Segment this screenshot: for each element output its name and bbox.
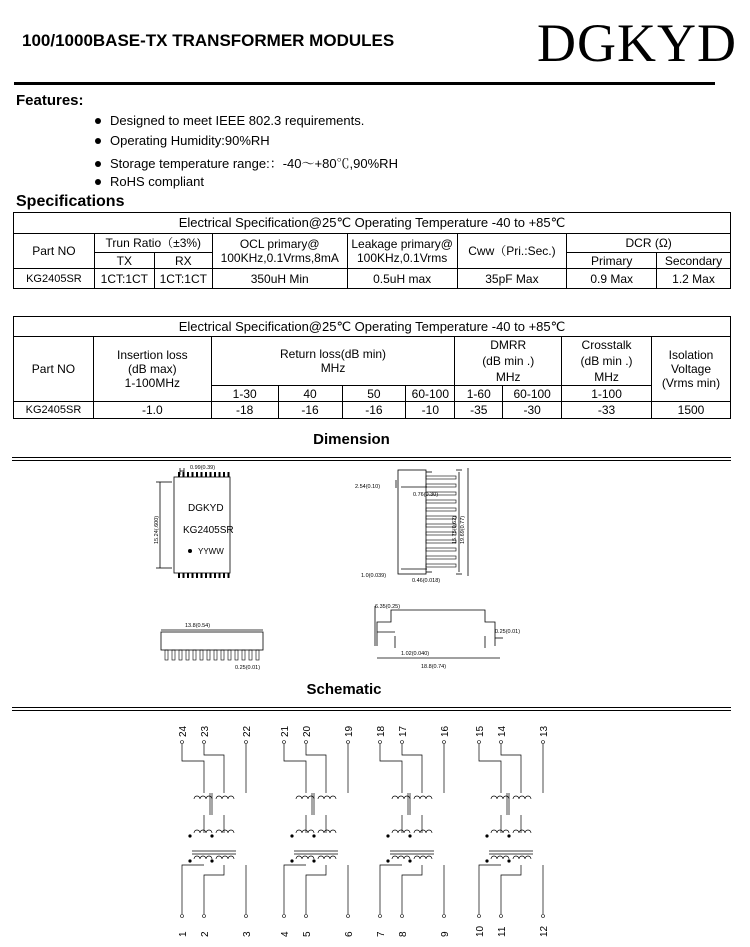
pin [426, 500, 456, 503]
col-rx: RX [154, 253, 212, 269]
pin-number-top: 23 [200, 725, 211, 737]
col-secondary: Secondary [657, 253, 731, 269]
dmrr-band: 1-60 [455, 386, 503, 402]
rl-band: 50 [342, 386, 406, 402]
pin-number-bottom: 8 [398, 931, 409, 937]
pin-number-bottom: 2 [200, 931, 211, 937]
pin-number-bottom: 5 [302, 931, 313, 937]
schematic-channel [178, 725, 253, 937]
pin [187, 573, 189, 578]
dim-e-label: 1.0(0.039) [361, 573, 387, 579]
pin [205, 573, 207, 578]
width-label: 13.8(0.54) [185, 623, 211, 629]
pin-number-top: 17 [398, 725, 409, 737]
pin-number-top: 14 [497, 725, 508, 737]
pin-number-bottom: 1 [178, 931, 189, 937]
pin-number-bottom: 11 [497, 926, 508, 937]
schematic-heading: Schematic [306, 681, 382, 698]
feature-item: Designed to meet IEEE 802.3 requirements. [95, 113, 364, 128]
pin [192, 573, 194, 578]
pin [178, 573, 180, 578]
rl-band: 1-30 [211, 386, 278, 402]
pin [193, 650, 196, 660]
pin-number-top: 15 [475, 725, 486, 737]
col-part-no: Part NO [14, 337, 94, 402]
pin [235, 650, 238, 660]
col-tx: TX [94, 253, 154, 269]
pin [242, 650, 245, 660]
rl-band: 60-100 [406, 386, 455, 402]
dim-c-label: 15.75(0.62) [452, 515, 458, 544]
col-part-no: Part NO [14, 234, 95, 269]
dimension-heading: Dimension [313, 431, 390, 448]
pin [201, 573, 203, 578]
feature-item: Storage temperature range:：-40～+80℃,90%RH [95, 153, 398, 172]
dmrr-band: 60-100 [503, 386, 562, 402]
dim-f-label: 0.46(0.018) [412, 578, 441, 584]
feature-item: RoHS compliant [95, 174, 204, 189]
bullet-icon [95, 138, 101, 144]
table-row: KG2405SR 1CT:1CT 1CT:1CT 350uH Min 0.5uH max 35pF Max 0.9 Max 1.2 Max [14, 269, 731, 289]
features-heading: Features: [16, 92, 84, 109]
pin-number-bottom: 12 [539, 925, 550, 937]
pin-number-bottom: 3 [242, 931, 253, 937]
end-d-label: 18.8(0.74) [421, 664, 447, 670]
pin [210, 472, 212, 477]
pin-number-bottom: 9 [440, 931, 451, 937]
pin [210, 573, 212, 578]
col-ocl: OCL primary@ 100KHz,0.1Vrms,8mA [212, 234, 347, 269]
spec-table-1 [13, 212, 731, 289]
pin-number-top: 19 [344, 725, 355, 737]
dim-a-label: 2.54(0.10) [355, 484, 381, 490]
col-cww: Cww（Pri.:Sec.) [457, 234, 567, 269]
pin [256, 650, 259, 660]
col-turns-ratio: Trun Ratio（±3%) [94, 234, 212, 253]
top-view-drawing [150, 462, 250, 587]
pin [219, 573, 221, 578]
pin [426, 508, 456, 511]
mark-part: KG2405SR [183, 525, 234, 536]
pin [223, 472, 225, 477]
side-view-drawing [352, 462, 482, 590]
bullet-icon [95, 161, 101, 167]
pin [426, 556, 456, 559]
table-banner: Electrical Specification@25℃ Operating Temperature -40 to +85℃ [14, 213, 731, 234]
mark-brand: DGKYD [188, 503, 224, 514]
pin [228, 472, 230, 477]
table-row: KG2405SR -1.0 -18 -16 -16 -10 -35 -30 -33 1500 [14, 402, 731, 419]
header-divider [14, 82, 715, 85]
pin-number-bottom: 7 [376, 931, 387, 937]
table-banner: Electrical Specification@25℃ Operating Temperature -40 to +85℃ [14, 317, 731, 337]
schematic-channel [376, 725, 451, 937]
dim-d-label: 19.69(0.77) [460, 515, 466, 544]
divider [12, 710, 731, 711]
bullet-icon [95, 118, 101, 124]
front-view-drawing [155, 618, 275, 673]
bullet-icon [95, 179, 101, 185]
col-dcr: DCR (Ω) [567, 234, 731, 253]
pin [219, 472, 221, 477]
pin [221, 650, 224, 660]
pin [249, 650, 252, 660]
pin [426, 484, 456, 487]
end-c-label: 1.02(0.040) [401, 651, 430, 657]
pin-number-bottom: 4 [280, 931, 291, 937]
pin-number-bottom: 10 [475, 925, 486, 937]
pin [192, 472, 194, 477]
pin [426, 476, 456, 479]
pin [200, 650, 203, 660]
pin-number-top: 24 [178, 725, 189, 737]
pin [165, 650, 168, 660]
rl-band: 40 [278, 386, 342, 402]
pin [214, 573, 216, 578]
end-a-label: 6.35(0.25) [375, 604, 401, 610]
pin-number-top: 20 [302, 725, 313, 737]
pin [183, 573, 185, 578]
divider [12, 460, 731, 461]
pin [196, 573, 198, 578]
feature-item: Operating Humidity:90%RH [95, 133, 270, 148]
pin [228, 650, 231, 660]
end-b-label: 0.25(0.01) [495, 629, 521, 635]
pin [426, 548, 456, 551]
col-return-loss: Return loss(dB min) MHz [211, 337, 455, 386]
pin [214, 650, 217, 660]
pin [183, 472, 185, 477]
schematic-drawing [0, 715, 750, 947]
col-crosstalk: Crosstalk (dB min .) MHz [562, 337, 652, 386]
col-leakage: Leakage primary@ 100KHz,0.1Vrms [347, 234, 457, 269]
divider [12, 707, 731, 708]
pin-number-top: 22 [242, 725, 253, 737]
spec-table-2 [13, 316, 731, 419]
page-title: 100/1000BASE-TX TRANSFORMER MODULES [22, 31, 395, 50]
col-primary: Primary [567, 253, 657, 269]
pin [179, 650, 182, 660]
col-isolation: Isolation Voltage (Vrms min) [652, 337, 731, 402]
pin-number-top: 13 [539, 725, 550, 737]
pin1-dot-icon [188, 549, 192, 553]
crosstalk-band: 1-100 [562, 386, 652, 402]
end-view-drawing [355, 598, 535, 673]
pin [214, 472, 216, 477]
pin [223, 573, 225, 578]
pin [196, 472, 198, 477]
pin-number-top: 16 [440, 725, 451, 737]
col-insertion-loss: Insertion loss (dB max) 1-100MHz [93, 337, 211, 402]
pin-number-bottom: 6 [344, 931, 355, 937]
divider [12, 457, 731, 458]
height-label: 15.24(.600) [154, 515, 160, 544]
pitch-label: 0.99(0.39) [190, 465, 216, 471]
pin-number-top: 21 [280, 725, 291, 737]
pin [186, 650, 189, 660]
dim-b-label: 0.76(0.30) [413, 492, 439, 498]
pin [205, 472, 207, 477]
pin [178, 472, 180, 477]
pin [187, 472, 189, 477]
pin [172, 650, 175, 660]
schematic-channel [280, 725, 355, 937]
specifications-heading: Specifications [16, 193, 125, 210]
pin-number-top: 18 [376, 725, 387, 737]
pin [228, 573, 230, 578]
schematic-channel [475, 725, 550, 937]
pin [207, 650, 210, 660]
brand-logo: DGKYD [537, 13, 737, 73]
thickness-label: 0.25(0.01) [235, 665, 261, 671]
col-dmrr: DMRR (dB min .) MHz [455, 337, 562, 386]
pin [201, 472, 203, 477]
pin [426, 564, 456, 567]
mark-date: YYWW [198, 547, 224, 556]
